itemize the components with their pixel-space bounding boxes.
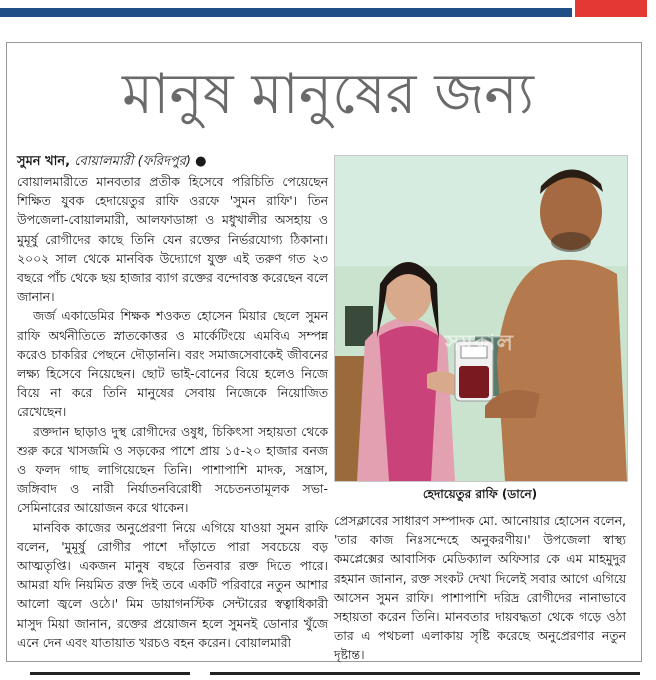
photo-watermark: সমকাল xyxy=(445,331,514,356)
article-column-left xyxy=(17,172,328,652)
article-paragraph: রক্তদান ছাড়াও দুস্থ রোগীদের ওষুধ, চিকিৎসা সহায়তা থেকে শুরু করে খাসজমি ও সড়কের পাশে প্রায় ১৫-২০ হাজার বনজ ও ফলদ গাছ লাগিয়েছেন তিনি। পাশাপাশি মাদক, সন্ত্রাস, জঙ্গিবাদ ও নারী নির্যাতনবিরোধী সচেতনতামূলক সভা-সেমিনারের আয়োজন করে থাকেন। xyxy=(17,423,328,516)
article-paragraph: বোয়ালমারীতে মানবতার প্রতীক হিসেবে পরিচিতি পেয়েছেন শিক্ষিত যুবক হেদায়েতুর রাফি ওরফে 'সুমন রাফি'। তিন উপজেলা-বোয়ালমারী, আলফাডাঙ্গা ও মধুখালীর অসহায় ও মুমূর্ষু রোগীদের কাছে তিনি যেন রক্তের নির্ভরযোগ্য ঠিকানা। ২০০২ সাল থেকে মানবিক উদ্যোগে যুক্ত এই তরুণ গত ২৩ বছরে পাঁচ থেকে ছয় হাজার ব্যাগ রক্তের বন্দোবস্ত করেছেন বলে জানান। xyxy=(17,174,328,305)
photo-illustration xyxy=(335,156,627,481)
byline xyxy=(17,153,327,170)
byline-author: সুমন খান, xyxy=(17,154,71,169)
article-paragraph: মানবিক কাজের অনুপ্রেরণা নিয়ে এগিয়ে যাওয়া সুমন রাফি বলেন, 'মুমূর্ষু রোগীর পাশে দাঁড়াতে পারা সবচেয়ে বড় আত্মতৃপ্তি। একজন মানুষ বছরে তিনবার রক্ত দিতে পারে। আমরা যদি নিয়মিত রক্ত দিই তবে একটি পরিবারে নতুন আশার আলো জ্বলে ওঠে।' মিম ডায়াগনস্টিক সেন্টারের স্বত্বাধিকারী মাসুদ মিয়া জানান, রক্তের প্রয়োজন হলে সুমনই ডোনার খুঁজে এনে দেন এবং যাতায়াত খরচও বহন করেন। বোয়ালমারী xyxy=(17,519,328,650)
masthead-red-block xyxy=(575,0,647,17)
article-paragraph: প্রেসক্লাবের সাধারণ সম্পাদক মো. আনোয়ার হোসেন বলেন, 'তার কাজ নিঃসন্দেহে অনুকরণীয়।' উপজেলা স্বাস্থ্য কমপ্লেক্সের আবাসিক মেডিক্যাল অফিসার কে এম মাহমুদুর রহমান জানান, রক্ত সংকট দেখা দিলেই সবার আগে এগিয়ে আসেন সুমন রাফি। পাশাপাশি দরিদ্র রোগীদের নানাভাবে সহায়তা করেন তিনি। মানবতার দায়বদ্ধতা থেকে গড়ে ওঠা তার এ পথচলা এলাকায় সৃষ্টি করেছে অনুপ্রেরণার নতুন দৃষ্টান্ত। xyxy=(334,513,626,663)
article-column-right xyxy=(334,511,626,665)
bullet-icon: ● xyxy=(195,154,207,169)
footer-rule xyxy=(30,672,190,675)
photo-caption: হেদায়েতুর রাফি (ডানে) xyxy=(422,487,538,501)
page-title: মানুষ মানুষের জন্য xyxy=(122,62,534,127)
masthead-blue-rule xyxy=(0,8,572,17)
article-paragraph: জর্জ একাডেমির শিক্ষক শওকত হোসেন মিয়ার ছেলে সুমন রাফি অর্থনীতিতে স্নাতকোত্তর ও মার্কেটিংয়ে এমবিএ সম্পন্ন করেও চাকরির পেছনে দৌড়াননি। বরং সমাজসেবাকেই জীবনের লক্ষ্য হিসেবে নিয়েছেন। ছোট ভাই-বোনের বিয়ে হলেও নিজে বিয়ে না করে তিনি মানুষের সেবায় নিজেকে নিয়োজিত রেখেছেন। xyxy=(17,308,328,420)
byline-place: বোয়ালমারী (ফরিদপুর) xyxy=(74,154,191,169)
article-photo xyxy=(334,155,628,482)
footer-rule xyxy=(210,672,640,675)
